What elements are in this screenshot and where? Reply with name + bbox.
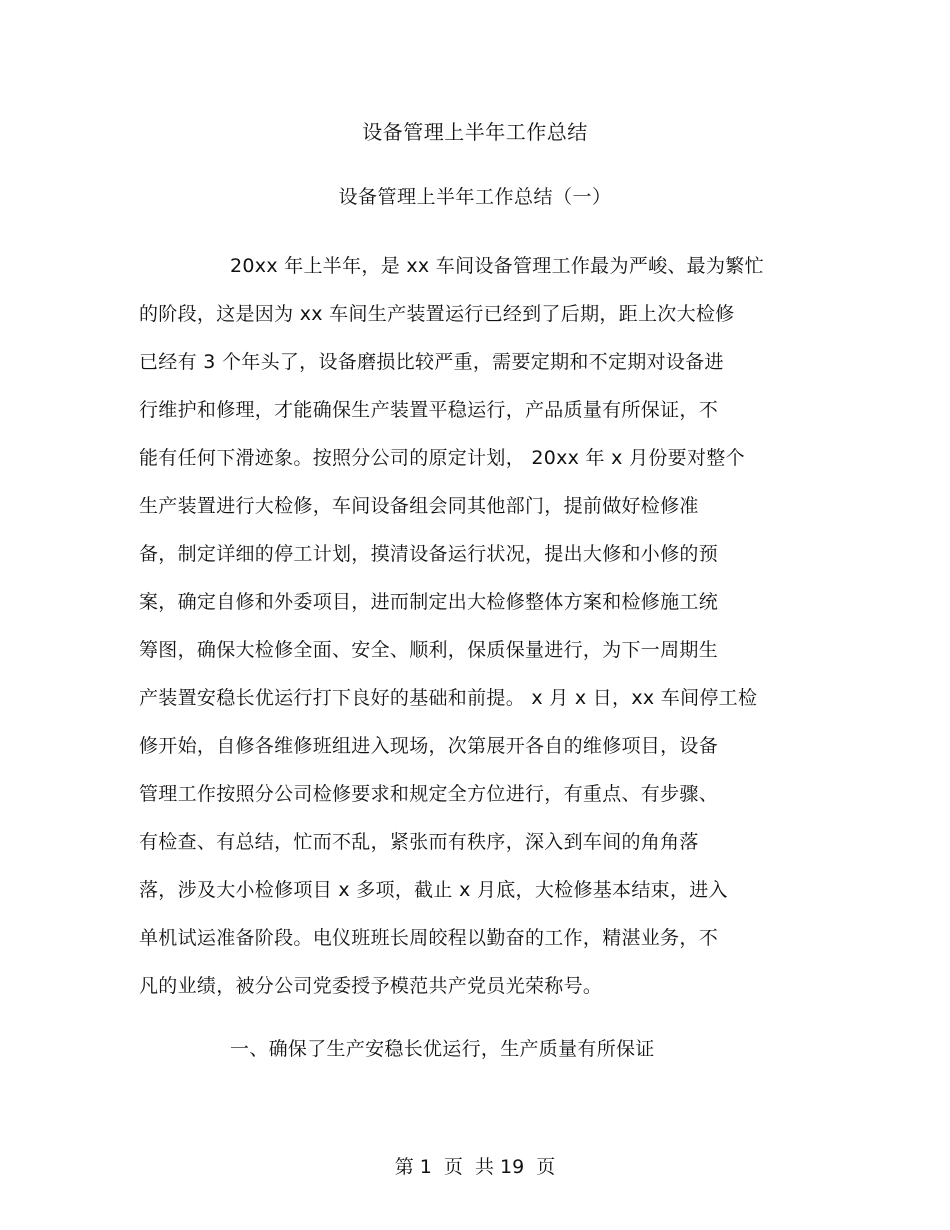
paragraph-line: 产装置安稳长优运行打下良好的基础和前提。 x 月 x 日，xx 车间停工检 (139, 687, 758, 709)
paragraph-line: 凡的业绩，被分公司党委授予模范共产党员光荣称号。 (139, 975, 603, 997)
paragraph-line: 20xx 年上半年，是 xx 车间设备管理工作最为严峻、最为繁忙 (230, 255, 764, 277)
paragraph-line: 单机试运准备阶段。电仪班班长周皎程以勤奋的工作，精湛业务，不 (139, 927, 719, 949)
paragraph-line: 的阶段，这是因为 xx 车间生产装置运行已经到了后期，距上次大检修 (139, 303, 735, 325)
body-paragraph (139, 254, 819, 1022)
paragraph-line: 案，确定自修和外委项目，进而制定出大检修整体方案和检修施工统 (139, 591, 719, 613)
paragraph-line: 生产装置进行大检修，车间设备组会同其他部门，提前做好检修准 (139, 495, 699, 517)
paragraph-line: 有检查、有总结，忙而不乱，紧张而有秩序，深入到车间的角角落 (139, 831, 699, 853)
paragraph-line: 行维护和修理，才能确保生产装置平稳运行，产品质量有所保证，不 (139, 399, 719, 421)
paragraph-line: 修开始，自修各维修班组进入现场，次第展开各自的维修项目，设备 (139, 735, 719, 757)
page-number-footer: 第 1 页 共 19 页 (394, 1156, 556, 1178)
document-title: 设备管理上半年工作总结 (362, 120, 588, 144)
section-heading: 一、确保了生产安稳长优运行，生产质量有所保证 (230, 1038, 655, 1060)
paragraph-line: 能有任何下滑迹象。按照分公司的原定计划， 20xx 年 x 月份要对整个 (139, 447, 745, 469)
paragraph-line: 备，制定详细的停工计划，摸清设备运行状况，提出大修和小修的预 (139, 543, 719, 565)
paragraph-line: 已经有 3 个年头了，设备磨损比较严重，需要定期和不定期对设备进 (139, 351, 724, 373)
document-subtitle: 设备管理上半年工作总结（一） (338, 186, 612, 208)
paragraph-line: 落，涉及大小检修项目 x 多项，截止 x 月底，大检修基本结束，进入 (139, 879, 728, 901)
paragraph-line: 筹图，确保大检修全面、安全、顺利，保质保量进行，为下一周期生 (139, 639, 719, 661)
paragraph-line: 管理工作按照分公司检修要求和规定全方位进行，有重点、有步骤、 (139, 783, 719, 805)
